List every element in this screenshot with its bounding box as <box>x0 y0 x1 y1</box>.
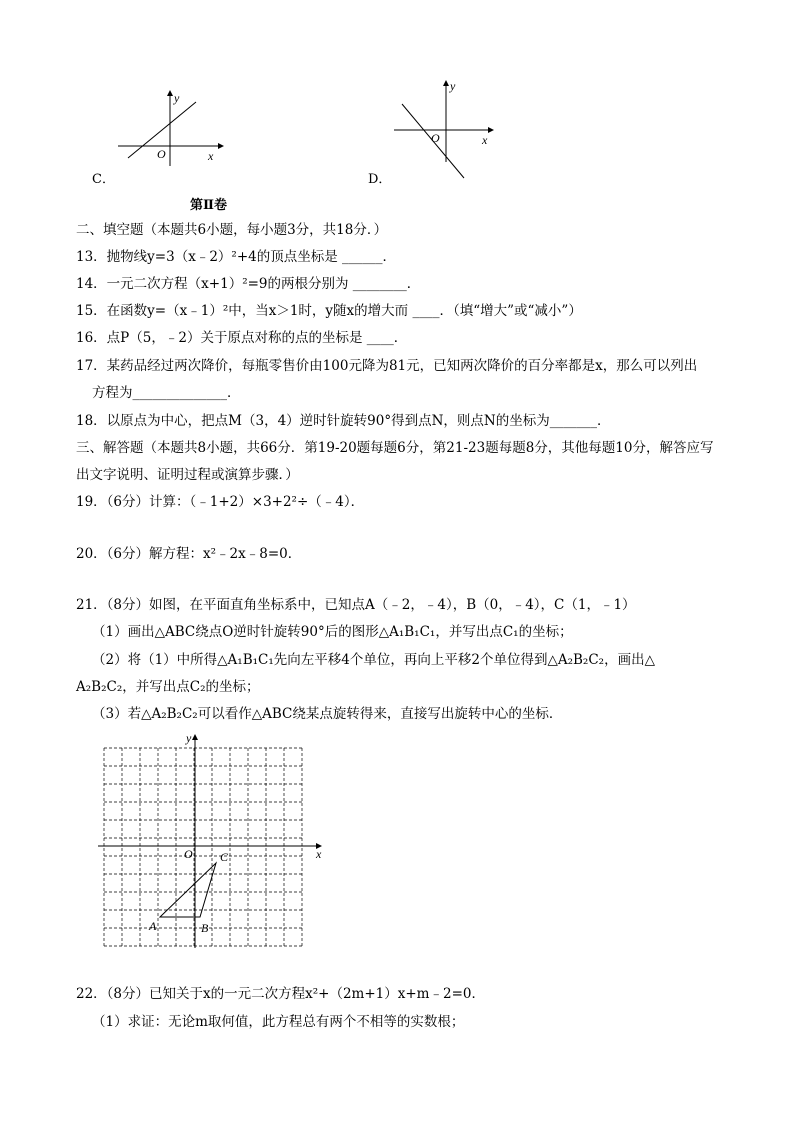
d-x-arrow <box>488 127 494 133</box>
point-b-label: B <box>201 921 209 935</box>
c-x-arrow <box>218 143 224 149</box>
c-y-arrow <box>167 90 173 96</box>
grid-lines <box>104 748 302 946</box>
point-c-label: C <box>220 850 229 864</box>
c-x-label: x <box>208 149 214 163</box>
question-22: 22．（8分）已知关于x的一元二次方程x²+（2m+1）x+m﹣2=0． <box>76 986 485 1002</box>
question-14: 14．一元二次方程（x+1）²=9的两根分别为 ________． <box>76 276 421 292</box>
section3-header-line2: 出文字说明、证明过程或演算步骤．） <box>76 467 299 483</box>
option-c-graph <box>108 88 228 170</box>
c-y-label: y <box>174 91 180 105</box>
question-18: 18．以原点为中心，把点M（3，4）逆时针旋转90°得到点N，则点N的坐标为_______． <box>76 413 611 429</box>
grid-y-arrow <box>192 734 198 740</box>
grid-x-label: x <box>316 847 322 861</box>
question-19: 19．（6分）计算：（﹣1+2）×3+2²÷（﹣4）． <box>76 494 365 510</box>
question-16: 16．点P（5，﹣2）关于原点对称的点的坐标是 ____． <box>76 330 408 346</box>
d-x-label: x <box>482 133 488 147</box>
question-13: 13．抛物线y=3（x﹣2）²+4的顶点坐标是 ______． <box>76 249 397 265</box>
question-21-part3: （3）若△A₂B₂C₂可以看作△ABC绕某点旋转得来，直接写出旋转中心的坐标． <box>92 706 563 722</box>
question-21: 21．（8分）如图，在平面直角坐标系中，已知点A（﹣2，﹣4），B（0，﹣4），C（1，﹣1） <box>76 597 636 613</box>
d-origin-label: O <box>431 131 440 145</box>
question-21-part2-line1: （2）将（1）中所得△A₁B₁C₁先向左平移4个单位，再向上平移2个单位得到△A₂B₂C₂，画出△ <box>92 652 655 668</box>
triangle-abc <box>160 863 216 917</box>
section2-header: 二、填空题（本题共6小题，每小题3分，共18分．） <box>76 222 388 238</box>
question-22-part1: （1）求证：无论m取何值，此方程总有两个不相等的实数根； <box>92 1014 465 1030</box>
coordinate-grid-figure <box>96 730 336 950</box>
grid-origin-label: O <box>184 847 193 861</box>
option-c-label: C． <box>92 172 115 187</box>
question-21-part1: （1）画出△ABC绕点O逆时针旋转90°后的图形△A₁B₁C₁，并写出点C₁的坐标； <box>92 624 573 640</box>
volume-title: 第Ⅱ卷 <box>190 198 227 213</box>
option-d-label: D． <box>368 172 392 187</box>
question-17-line2: 方程为______________． <box>92 385 241 401</box>
point-a-label: A <box>149 919 157 933</box>
question-21-part2-line2: A₂B₂C₂，并写出点C₂的坐标； <box>76 679 260 695</box>
d-y-arrow <box>443 80 449 86</box>
question-15: 15．在函数y=（x﹣1）²中，当x＞1时，y随x的增大而 ____．（填“增大”或“减小”） <box>76 303 582 319</box>
option-d-graph <box>388 74 508 184</box>
question-17-line1: 17．某药品经过两次降价，每瓶零售价由100元降为81元，已知两次降价的百分率都是x，那么可以列出 <box>76 358 698 374</box>
grid-y-label: y <box>186 731 192 745</box>
question-20: 20．（6分）解方程：x²﹣2x﹣8=0． <box>76 546 302 562</box>
d-y-label: y <box>450 79 456 93</box>
c-origin-label: O <box>157 147 166 161</box>
section3-header-line1: 三、解答题（本题共8小题，共66分．第19-20题每题6分，第21-23题每题8分，其他每题10分，解答应写 <box>76 440 714 456</box>
